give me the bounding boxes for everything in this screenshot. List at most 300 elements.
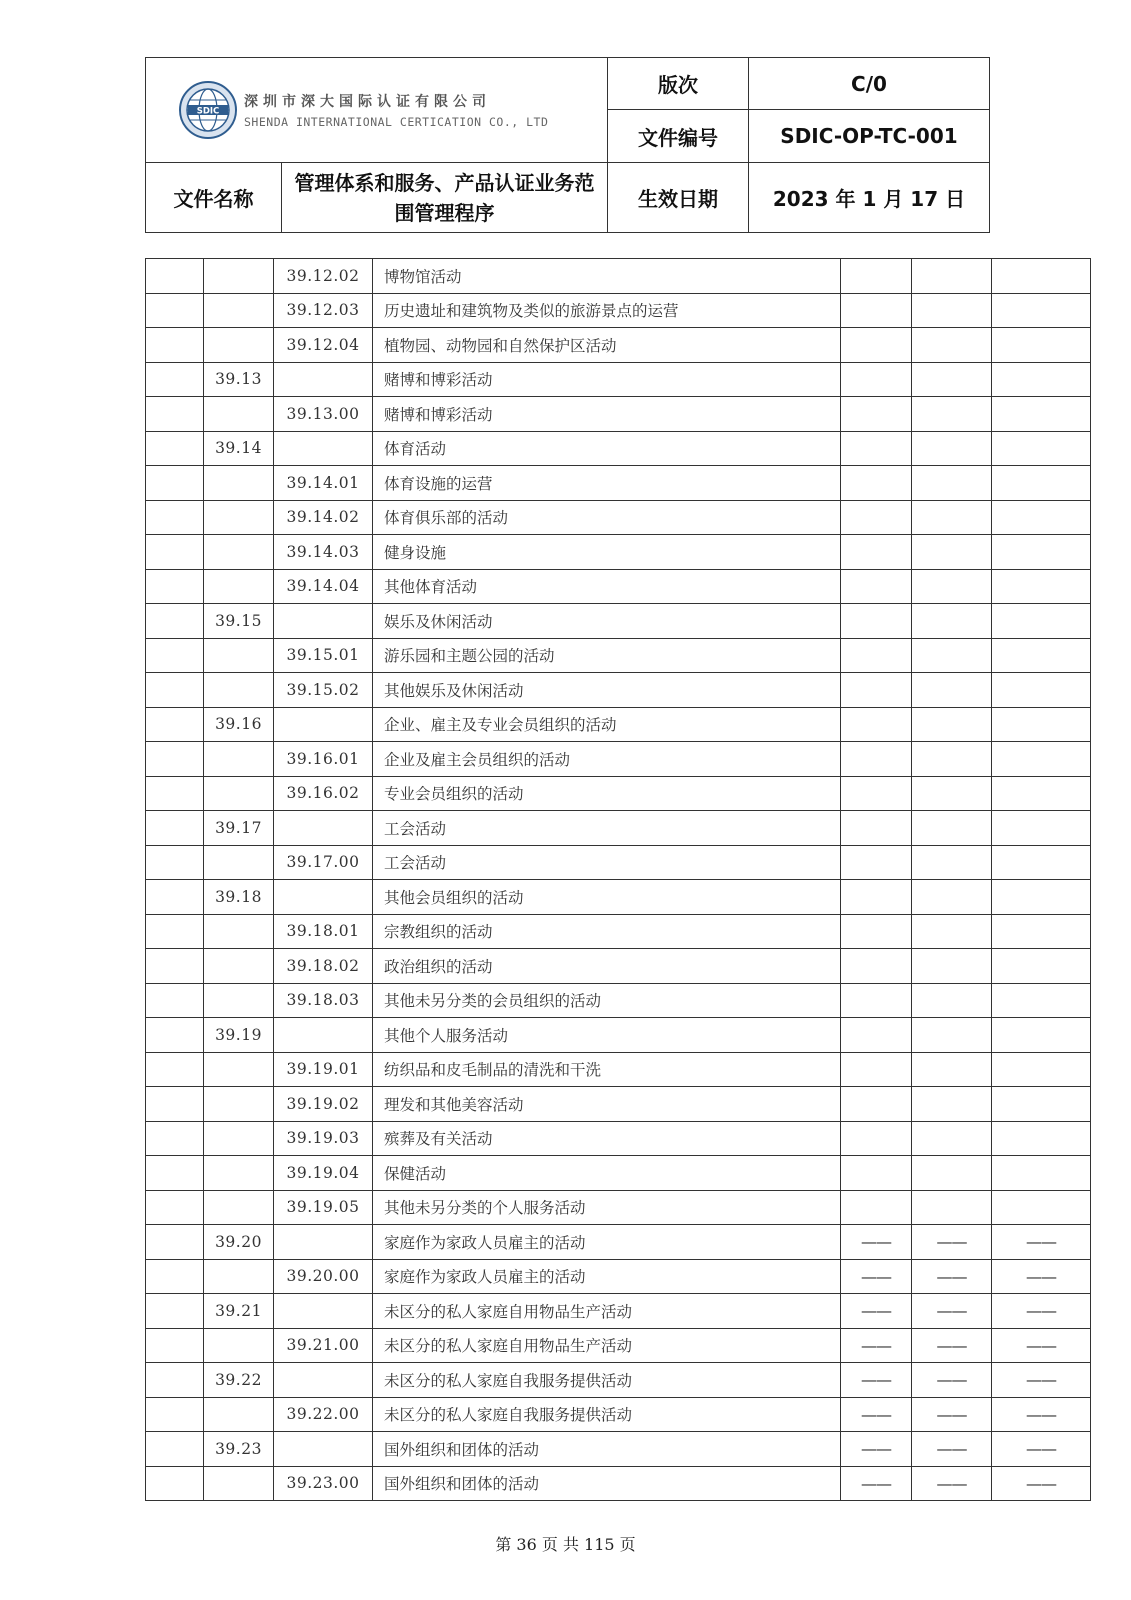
level3-code: 39.16.02	[274, 776, 373, 811]
level1-cell	[146, 1225, 204, 1260]
mark-cell-2	[912, 1018, 992, 1053]
mark-cell-1	[841, 914, 912, 949]
level3-code: 39.12.02	[274, 259, 373, 294]
level1-cell	[146, 742, 204, 777]
mark-cell-2	[912, 569, 992, 604]
mark-cell-1: ——	[841, 1397, 912, 1432]
docno-value: SDIC-OP-TC-001	[749, 110, 990, 163]
mark-cell-1	[841, 397, 912, 432]
table-row	[146, 707, 1091, 742]
description: 体育活动	[373, 431, 841, 466]
description: 其他未另分类的会员组织的活动	[373, 983, 841, 1018]
mark-cell-2	[912, 293, 992, 328]
mark-cell-3	[992, 742, 1091, 777]
table-row	[146, 1225, 1091, 1260]
table-row	[146, 500, 1091, 535]
table-row	[146, 535, 1091, 570]
level1-cell	[146, 1432, 204, 1467]
mark-cell-1	[841, 776, 912, 811]
effective-date-value: 2023 年 1 月 17 日	[749, 163, 990, 233]
mark-cell-3: ——	[992, 1259, 1091, 1294]
table-row	[146, 466, 1091, 501]
level3-code: 39.20.00	[274, 1259, 373, 1294]
mark-cell-2: ——	[912, 1225, 992, 1260]
table-row	[146, 259, 1091, 294]
mark-cell-1	[841, 1156, 912, 1191]
mark-cell-1: ——	[841, 1294, 912, 1329]
description: 赌博和博彩活动	[373, 362, 841, 397]
mark-cell-2	[912, 397, 992, 432]
mark-cell-3	[992, 638, 1091, 673]
description: 宗教组织的活动	[373, 914, 841, 949]
description: 娱乐及休闲活动	[373, 604, 841, 639]
mark-cell-2: ——	[912, 1259, 992, 1294]
description: 赌博和博彩活动	[373, 397, 841, 432]
description: 保健活动	[373, 1156, 841, 1191]
mark-cell-2	[912, 1190, 992, 1225]
level1-cell	[146, 811, 204, 846]
table-row	[146, 1363, 1091, 1398]
mark-cell-3	[992, 1121, 1091, 1156]
mark-cell-3	[992, 1087, 1091, 1122]
mark-cell-1	[841, 500, 912, 535]
scope-table	[145, 258, 1091, 1501]
level3-code: 39.19.01	[274, 1052, 373, 1087]
level2-code	[204, 1121, 274, 1156]
table-row	[146, 1328, 1091, 1363]
level3-code: 39.13.00	[274, 397, 373, 432]
level2-code: 39.23	[204, 1432, 274, 1467]
level2-code	[204, 500, 274, 535]
mark-cell-1	[841, 569, 912, 604]
level2-code: 39.17	[204, 811, 274, 846]
mark-cell-1: ——	[841, 1225, 912, 1260]
table-row	[146, 673, 1091, 708]
level1-cell	[146, 1052, 204, 1087]
level3-code: 39.19.02	[274, 1087, 373, 1122]
table-row	[146, 914, 1091, 949]
effective-date-label: 生效日期	[608, 163, 749, 233]
mark-cell-2: ——	[912, 1432, 992, 1467]
table-row	[146, 1087, 1091, 1122]
table-row	[146, 1190, 1091, 1225]
level3-code: 39.19.05	[274, 1190, 373, 1225]
description: 企业及雇主会员组织的活动	[373, 742, 841, 777]
mark-cell-2	[912, 1156, 992, 1191]
mark-cell-2	[912, 1121, 992, 1156]
level1-cell	[146, 1259, 204, 1294]
level1-cell	[146, 1018, 204, 1053]
level3-code: 39.21.00	[274, 1328, 373, 1363]
table-row	[146, 983, 1091, 1018]
level3-code	[274, 431, 373, 466]
mark-cell-1	[841, 1190, 912, 1225]
mark-cell-1	[841, 880, 912, 915]
company-logo-cell	[146, 58, 608, 163]
globe-logo-icon	[178, 80, 238, 140]
mark-cell-1	[841, 328, 912, 363]
mark-cell-3: ——	[992, 1328, 1091, 1363]
mark-cell-3	[992, 569, 1091, 604]
level2-code	[204, 535, 274, 570]
level3-code: 39.19.04	[274, 1156, 373, 1191]
level2-code	[204, 1259, 274, 1294]
mark-cell-3	[992, 673, 1091, 708]
mark-cell-3	[992, 707, 1091, 742]
table-row	[146, 431, 1091, 466]
mark-cell-1	[841, 604, 912, 639]
table-row	[146, 328, 1091, 363]
level2-code	[204, 1052, 274, 1087]
level1-cell	[146, 1328, 204, 1363]
scope-table-body	[146, 259, 1091, 1501]
level3-code	[274, 1432, 373, 1467]
table-row	[146, 949, 1091, 984]
level1-cell	[146, 983, 204, 1018]
mark-cell-2	[912, 742, 992, 777]
level3-code: 39.14.04	[274, 569, 373, 604]
mark-cell-1	[841, 535, 912, 570]
mark-cell-1: ——	[841, 1363, 912, 1398]
level3-code: 39.12.03	[274, 293, 373, 328]
mark-cell-1: ——	[841, 1466, 912, 1501]
level3-code	[274, 1294, 373, 1329]
level2-code	[204, 673, 274, 708]
level2-code: 39.15	[204, 604, 274, 639]
table-row	[146, 1294, 1091, 1329]
table-row	[146, 1466, 1091, 1501]
level1-cell	[146, 293, 204, 328]
level3-code: 39.14.02	[274, 500, 373, 535]
description: 其他体育活动	[373, 569, 841, 604]
description: 理发和其他美容活动	[373, 1087, 841, 1122]
mark-cell-1	[841, 362, 912, 397]
level1-cell	[146, 1121, 204, 1156]
filename-line-1: 管理体系和服务、产品认证业务范	[294, 170, 595, 195]
description: 政治组织的活动	[373, 949, 841, 984]
mark-cell-1	[841, 293, 912, 328]
level3-code: 39.22.00	[274, 1397, 373, 1432]
level2-code	[204, 742, 274, 777]
description: 纺织品和皮毛制品的清洗和干洗	[373, 1052, 841, 1087]
level1-cell	[146, 1190, 204, 1225]
mark-cell-2	[912, 983, 992, 1018]
version-value: C/0	[749, 58, 990, 110]
mark-cell-2	[912, 707, 992, 742]
mark-cell-2	[912, 328, 992, 363]
mark-cell-1	[841, 638, 912, 673]
mark-cell-1	[841, 1121, 912, 1156]
level2-code	[204, 776, 274, 811]
level1-cell	[146, 1363, 204, 1398]
mark-cell-3	[992, 500, 1091, 535]
mark-cell-2	[912, 673, 992, 708]
description: 其他未另分类的个人服务活动	[373, 1190, 841, 1225]
table-row	[146, 1121, 1091, 1156]
table-row	[146, 776, 1091, 811]
level2-code	[204, 914, 274, 949]
level1-cell	[146, 1466, 204, 1501]
level3-code: 39.12.04	[274, 328, 373, 363]
mark-cell-1	[841, 431, 912, 466]
description: 未区分的私人家庭自我服务提供活动	[373, 1363, 841, 1398]
mark-cell-1: ——	[841, 1259, 912, 1294]
mark-cell-2	[912, 811, 992, 846]
mark-cell-2	[912, 1052, 992, 1087]
mark-cell-1	[841, 1052, 912, 1087]
mark-cell-3: ——	[992, 1432, 1091, 1467]
logo-text: SDIC	[196, 106, 220, 117]
description: 其他娱乐及休闲活动	[373, 673, 841, 708]
table-row	[146, 638, 1091, 673]
level1-cell	[146, 1397, 204, 1432]
level1-cell	[146, 259, 204, 294]
level1-cell	[146, 431, 204, 466]
level3-code: 39.14.01	[274, 466, 373, 501]
level3-code: 39.23.00	[274, 1466, 373, 1501]
mark-cell-3	[992, 293, 1091, 328]
mark-cell-2: ——	[912, 1328, 992, 1363]
mark-cell-3	[992, 880, 1091, 915]
table-row	[146, 742, 1091, 777]
level2-code	[204, 466, 274, 501]
mark-cell-2	[912, 949, 992, 984]
description: 健身设施	[373, 535, 841, 570]
level3-code: 39.18.01	[274, 914, 373, 949]
mark-cell-2	[912, 535, 992, 570]
mark-cell-1: ——	[841, 1432, 912, 1467]
version-label: 版次	[608, 58, 749, 110]
mark-cell-3	[992, 535, 1091, 570]
description: 国外组织和团体的活动	[373, 1432, 841, 1467]
document-header	[145, 57, 990, 233]
filename-line-2: 围管理程序	[394, 200, 495, 225]
level2-code	[204, 949, 274, 984]
level1-cell	[146, 328, 204, 363]
description: 殡葬及有关活动	[373, 1121, 841, 1156]
mark-cell-2	[912, 1087, 992, 1122]
company-name-en: SHENDA INTERNATIONAL CERTICATION CO., LTD	[244, 115, 549, 129]
level3-code: 39.14.03	[274, 535, 373, 570]
mark-cell-3	[992, 328, 1091, 363]
mark-cell-1	[841, 949, 912, 984]
description: 家庭作为家政人员雇主的活动	[373, 1259, 841, 1294]
level1-cell	[146, 1156, 204, 1191]
mark-cell-3	[992, 983, 1091, 1018]
level3-code: 39.19.03	[274, 1121, 373, 1156]
level3-code	[274, 604, 373, 639]
table-row	[146, 1397, 1091, 1432]
description: 工会活动	[373, 845, 841, 880]
level1-cell	[146, 914, 204, 949]
description: 工会活动	[373, 811, 841, 846]
mark-cell-2	[912, 638, 992, 673]
mark-cell-2	[912, 776, 992, 811]
table-row	[146, 1432, 1091, 1467]
description: 专业会员组织的活动	[373, 776, 841, 811]
mark-cell-2	[912, 431, 992, 466]
level3-code: 39.15.02	[274, 673, 373, 708]
description: 植物园、动物园和自然保护区活动	[373, 328, 841, 363]
table-row	[146, 845, 1091, 880]
docno-label: 文件编号	[608, 110, 749, 163]
level1-cell	[146, 362, 204, 397]
mark-cell-3	[992, 466, 1091, 501]
level2-code: 39.13	[204, 362, 274, 397]
table-row	[146, 1259, 1091, 1294]
description: 游乐园和主题公园的活动	[373, 638, 841, 673]
mark-cell-3	[992, 259, 1091, 294]
level3-code	[274, 707, 373, 742]
mark-cell-3: ——	[992, 1225, 1091, 1260]
level3-code	[274, 1225, 373, 1260]
mark-cell-3	[992, 397, 1091, 432]
description: 体育俱乐部的活动	[373, 500, 841, 535]
level2-code: 39.19	[204, 1018, 274, 1053]
mark-cell-3	[992, 1156, 1091, 1191]
level1-cell	[146, 1294, 204, 1329]
level1-cell	[146, 397, 204, 432]
filename-value	[282, 163, 608, 233]
level1-cell	[146, 500, 204, 535]
mark-cell-3	[992, 1018, 1091, 1053]
mark-cell-1	[841, 983, 912, 1018]
mark-cell-2: ——	[912, 1294, 992, 1329]
level1-cell	[146, 673, 204, 708]
level3-code: 39.17.00	[274, 845, 373, 880]
mark-cell-3	[992, 431, 1091, 466]
level2-code: 39.20	[204, 1225, 274, 1260]
table-row	[146, 811, 1091, 846]
mark-cell-3	[992, 914, 1091, 949]
level1-cell	[146, 845, 204, 880]
mark-cell-3	[992, 1052, 1091, 1087]
mark-cell-2	[912, 362, 992, 397]
mark-cell-1	[841, 1018, 912, 1053]
level3-code	[274, 1363, 373, 1398]
level3-code	[274, 1018, 373, 1053]
level2-code: 39.22	[204, 1363, 274, 1398]
description: 未区分的私人家庭自用物品生产活动	[373, 1328, 841, 1363]
description: 未区分的私人家庭自我服务提供活动	[373, 1397, 841, 1432]
table-row	[146, 1018, 1091, 1053]
page-number: 第 36 页 共 115 页	[495, 1535, 636, 1554]
level2-code: 39.21	[204, 1294, 274, 1329]
description: 未区分的私人家庭自用物品生产活动	[373, 1294, 841, 1329]
level2-code	[204, 1466, 274, 1501]
table-row	[146, 604, 1091, 639]
level2-code	[204, 1087, 274, 1122]
level1-cell	[146, 880, 204, 915]
mark-cell-2	[912, 845, 992, 880]
mark-cell-1	[841, 707, 912, 742]
level2-code	[204, 638, 274, 673]
level2-code	[204, 845, 274, 880]
mark-cell-3	[992, 949, 1091, 984]
level3-code: 39.16.01	[274, 742, 373, 777]
level1-cell	[146, 535, 204, 570]
level1-cell	[146, 569, 204, 604]
mark-cell-3	[992, 604, 1091, 639]
page-footer	[0, 1532, 1131, 1555]
mark-cell-2	[912, 259, 992, 294]
level2-code	[204, 1397, 274, 1432]
mark-cell-1: ——	[841, 1328, 912, 1363]
level2-code: 39.14	[204, 431, 274, 466]
table-row	[146, 1052, 1091, 1087]
level1-cell	[146, 638, 204, 673]
mark-cell-3	[992, 776, 1091, 811]
table-row	[146, 1156, 1091, 1191]
mark-cell-2	[912, 604, 992, 639]
description: 体育设施的运营	[373, 466, 841, 501]
level3-code	[274, 880, 373, 915]
mark-cell-1	[841, 811, 912, 846]
mark-cell-3: ——	[992, 1466, 1091, 1501]
level2-code	[204, 1156, 274, 1191]
mark-cell-3: ——	[992, 1363, 1091, 1398]
table-row	[146, 880, 1091, 915]
level2-code	[204, 259, 274, 294]
mark-cell-3: ——	[992, 1397, 1091, 1432]
table-row	[146, 293, 1091, 328]
level2-code: 39.16	[204, 707, 274, 742]
mark-cell-3: ——	[992, 1294, 1091, 1329]
description: 国外组织和团体的活动	[373, 1466, 841, 1501]
level2-code	[204, 397, 274, 432]
level2-code	[204, 1190, 274, 1225]
level3-code: 39.15.01	[274, 638, 373, 673]
level1-cell	[146, 949, 204, 984]
level1-cell	[146, 604, 204, 639]
filename-label: 文件名称	[146, 163, 282, 233]
level2-code	[204, 1328, 274, 1363]
company-name-cn: 深圳市深大国际认证有限公司	[244, 94, 491, 110]
level2-code: 39.18	[204, 880, 274, 915]
level2-code	[204, 569, 274, 604]
mark-cell-3	[992, 845, 1091, 880]
level3-code: 39.18.02	[274, 949, 373, 984]
mark-cell-2	[912, 500, 992, 535]
level1-cell	[146, 466, 204, 501]
mark-cell-1	[841, 1087, 912, 1122]
level1-cell	[146, 1087, 204, 1122]
level2-code	[204, 293, 274, 328]
level2-code	[204, 983, 274, 1018]
mark-cell-1	[841, 845, 912, 880]
mark-cell-2	[912, 914, 992, 949]
level3-code	[274, 362, 373, 397]
mark-cell-3	[992, 811, 1091, 846]
mark-cell-1	[841, 466, 912, 501]
mark-cell-2: ——	[912, 1397, 992, 1432]
description: 历史遗址和建筑物及类似的旅游景点的运营	[373, 293, 841, 328]
description: 家庭作为家政人员雇主的活动	[373, 1225, 841, 1260]
mark-cell-2	[912, 880, 992, 915]
table-row	[146, 569, 1091, 604]
description: 企业、雇主及专业会员组织的活动	[373, 707, 841, 742]
level3-code	[274, 811, 373, 846]
mark-cell-1	[841, 673, 912, 708]
level1-cell	[146, 707, 204, 742]
description: 博物馆活动	[373, 259, 841, 294]
level1-cell	[146, 776, 204, 811]
mark-cell-2: ——	[912, 1363, 992, 1398]
table-row	[146, 397, 1091, 432]
mark-cell-2: ——	[912, 1466, 992, 1501]
table-row	[146, 362, 1091, 397]
mark-cell-3	[992, 362, 1091, 397]
